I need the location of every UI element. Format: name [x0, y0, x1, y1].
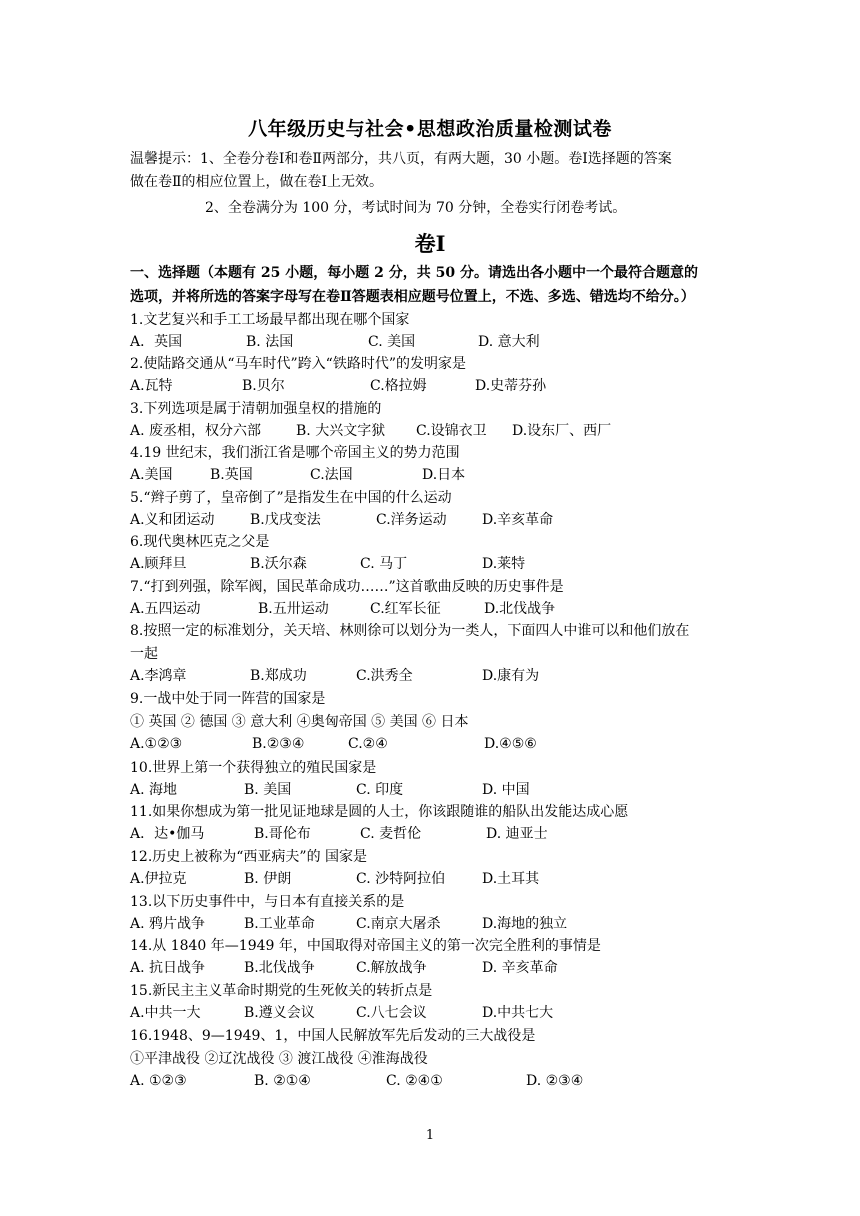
option-d: D.中共七大 — [482, 1005, 554, 1021]
option-b: B.北伐战争 — [244, 960, 315, 976]
option-b: B.哥伦布 — [254, 826, 311, 842]
options-row — [130, 733, 750, 755]
option-c: C.法国 — [310, 467, 353, 483]
notice-line-3: 2、全卷满分为 100 分，考试时间为 70 分钟，全卷实行闭卷考试。 — [205, 200, 627, 216]
option-b: B. 伊朗 — [244, 871, 292, 887]
option-b: B.沃尔森 — [250, 556, 307, 572]
question-text: 16.1948、9—1949、1，中国人民解放军先后发动的三大战役是 — [130, 1028, 536, 1044]
option-b: B.工业革命 — [244, 916, 315, 932]
option-c: C. ②④① — [386, 1073, 443, 1089]
option-a: A. 废丞相，权分六部 — [130, 423, 262, 439]
option-c: C.洪秀全 — [356, 668, 413, 684]
options-row — [130, 331, 750, 353]
page-title: 八年级历史与社会•思想政治质量检测试卷 — [248, 118, 612, 140]
options-row — [130, 823, 750, 845]
options-row — [130, 957, 750, 979]
option-b: B. 法国 — [246, 334, 294, 350]
option-c: C.设锦衣卫 — [416, 423, 487, 439]
notice-line-2: 做在卷Ⅱ的相应位置上，做在卷Ⅰ上无效。 — [130, 174, 384, 190]
option-d: D. 中国 — [482, 782, 530, 798]
option-c: C.②④ — [348, 736, 388, 752]
question-text: 13.以下历史事件中，与日本有直接关系的是 — [130, 894, 405, 910]
option-d: D.康有为 — [482, 668, 540, 684]
instruction-line-1: 一、选择题（本题有 25 小题，每小题 2 分，共 50 分。请选出各小题中一个最符合题意的 — [130, 265, 698, 281]
option-a: A. 鸦片战争 — [130, 916, 206, 932]
option-d: D. 意大利 — [478, 334, 540, 350]
question-text: 12.历史上被称为“西亚病夫”的 国家是 — [130, 849, 368, 865]
options-row — [130, 375, 750, 397]
option-b: B.贝尔 — [242, 378, 285, 394]
option-c: C. 美国 — [368, 334, 416, 350]
section-title: 卷Ⅰ — [414, 231, 446, 256]
option-d: D.北伐战争 — [484, 601, 556, 617]
option-a: A.五四运动 — [130, 601, 201, 617]
option-d: D.日本 — [422, 467, 466, 483]
notice-line-1: 温馨提示：1、全卷分卷Ⅰ和卷Ⅱ两部分，共八页，有两大题，30 小题。卷Ⅰ选择题的答案 — [130, 151, 672, 167]
option-a: A．达•伽马 — [130, 826, 205, 842]
page-number: 1 — [425, 1128, 435, 1143]
option-a: A．英国 — [130, 334, 183, 350]
option-c: C.红军长征 — [370, 601, 441, 617]
options-row — [130, 420, 750, 442]
option-c: C. 麦哲伦 — [360, 826, 422, 842]
question-text: 5.“辫子剪了，皇帝倒了”是指发生在中国的什么运动 — [130, 490, 452, 506]
question-text: 14.从 1840 年—1949 年，中国取得对帝国主义的第一次完全胜利的事情是 — [130, 938, 601, 954]
option-b: B.②③④ — [252, 736, 305, 752]
option-a: A.美国 — [130, 467, 173, 483]
option-a: A.瓦特 — [130, 378, 173, 394]
option-b: B.英国 — [210, 467, 253, 483]
option-a: A.伊拉克 — [130, 871, 187, 887]
question-text: 11.如果你想成为第一批见证地球是圆的人士，你该跟随谁的船队出发能达成心愿 — [130, 804, 629, 820]
option-a: A. ①②③ — [130, 1073, 187, 1089]
question-text: 4.19 世纪末，我们浙江省是哪个帝国主义的势力范围 — [130, 445, 460, 461]
option-c: C. 马丁 — [360, 556, 408, 572]
options-row — [130, 553, 750, 575]
option-c: C.洋务运动 — [376, 512, 447, 528]
option-d: D.④⑤⑥ — [484, 736, 537, 752]
options-row — [130, 665, 750, 687]
question-text: 3.下列选项是属于清朝加强皇权的措施的 — [130, 401, 382, 417]
question-text-continued: ① 英国 ② 德国 ③ 意大利 ④奥匈帝国 ⑤ 美国 ⑥ 日本 — [130, 714, 469, 730]
option-c: C. 印度 — [356, 782, 404, 798]
option-b: B. ②①④ — [254, 1073, 311, 1089]
option-c: C.解放战争 — [356, 960, 427, 976]
option-d: D.莱特 — [482, 556, 526, 572]
option-b: B. 美国 — [244, 782, 292, 798]
option-d: D.海地的独立 — [482, 916, 568, 932]
option-b: B.五卅运动 — [258, 601, 329, 617]
question-text: 10.世界上第一个获得独立的殖民国家是 — [130, 760, 377, 776]
options-row — [130, 779, 750, 801]
question-text: 2.使陆路交通从“马车时代”跨入“铁路时代”的发明家是 — [130, 356, 466, 372]
option-d: D.土耳其 — [482, 871, 540, 887]
options-row — [130, 509, 750, 531]
question-text: 6.现代奥林匹克之父是 — [130, 534, 270, 550]
option-b: B. 大兴文字狱 — [296, 423, 386, 439]
options-row — [130, 868, 750, 890]
option-c: C.格拉姆 — [370, 378, 427, 394]
option-b: B.郑成功 — [250, 668, 307, 684]
option-a: A.中共一大 — [130, 1005, 201, 1021]
option-d: D.史蒂芬孙 — [475, 378, 547, 394]
option-d: D. ②③④ — [526, 1073, 584, 1089]
option-d: D.辛亥革命 — [482, 512, 554, 528]
option-d: D.设东厂、西厂 — [512, 423, 612, 439]
option-d: D. 辛亥革命 — [482, 960, 558, 976]
option-a: A.顾拜旦 — [130, 556, 187, 572]
question-text: 8.按照一定的标准划分，关天培、林则徐可以划分为一类人，下面四人中谁可以和他们放在 — [130, 623, 690, 639]
option-d: D. 迪亚士 — [486, 826, 548, 842]
option-b: B.戊戌变法 — [250, 512, 321, 528]
options-row — [130, 913, 750, 935]
instruction-line-2: 选项，并将所选的答案字母写在卷Ⅱ答题表相应题号位置上，不选、多选、错选均不给分。） — [130, 289, 695, 305]
option-a: A.李鸿章 — [130, 668, 187, 684]
question-text: 7.“打到列强，除军阀，国民革命成功……”这首歌曲反映的历史事件是 — [130, 579, 564, 595]
option-a: A.①②③ — [130, 736, 183, 752]
option-a: A.义和团运动 — [130, 512, 215, 528]
options-row — [130, 598, 750, 620]
option-a: A. 抗日战争 — [130, 960, 206, 976]
question-text-continued: 一起 — [130, 646, 158, 662]
question-text: 15.新民主主义革命时期党的生死攸关的转折点是 — [130, 983, 433, 999]
option-a: A. 海地 — [130, 782, 178, 798]
option-c: C.八七会议 — [356, 1005, 427, 1021]
options-row — [130, 464, 750, 486]
option-c: C.南京大屠杀 — [356, 916, 441, 932]
option-b: B.遵义会议 — [244, 1005, 315, 1021]
question-text: 1.文艺复兴和手工工场最早都出现在哪个国家 — [130, 312, 410, 328]
option-c: C. 沙特阿拉伯 — [356, 871, 446, 887]
question-text: 9.一战中处于同一阵营的国家是 — [130, 691, 326, 707]
options-row — [130, 1002, 750, 1024]
options-row — [130, 1070, 750, 1092]
question-text-continued: ①平津战役 ②辽沈战役 ③ 渡江战役 ④淮海战役 — [130, 1051, 428, 1067]
